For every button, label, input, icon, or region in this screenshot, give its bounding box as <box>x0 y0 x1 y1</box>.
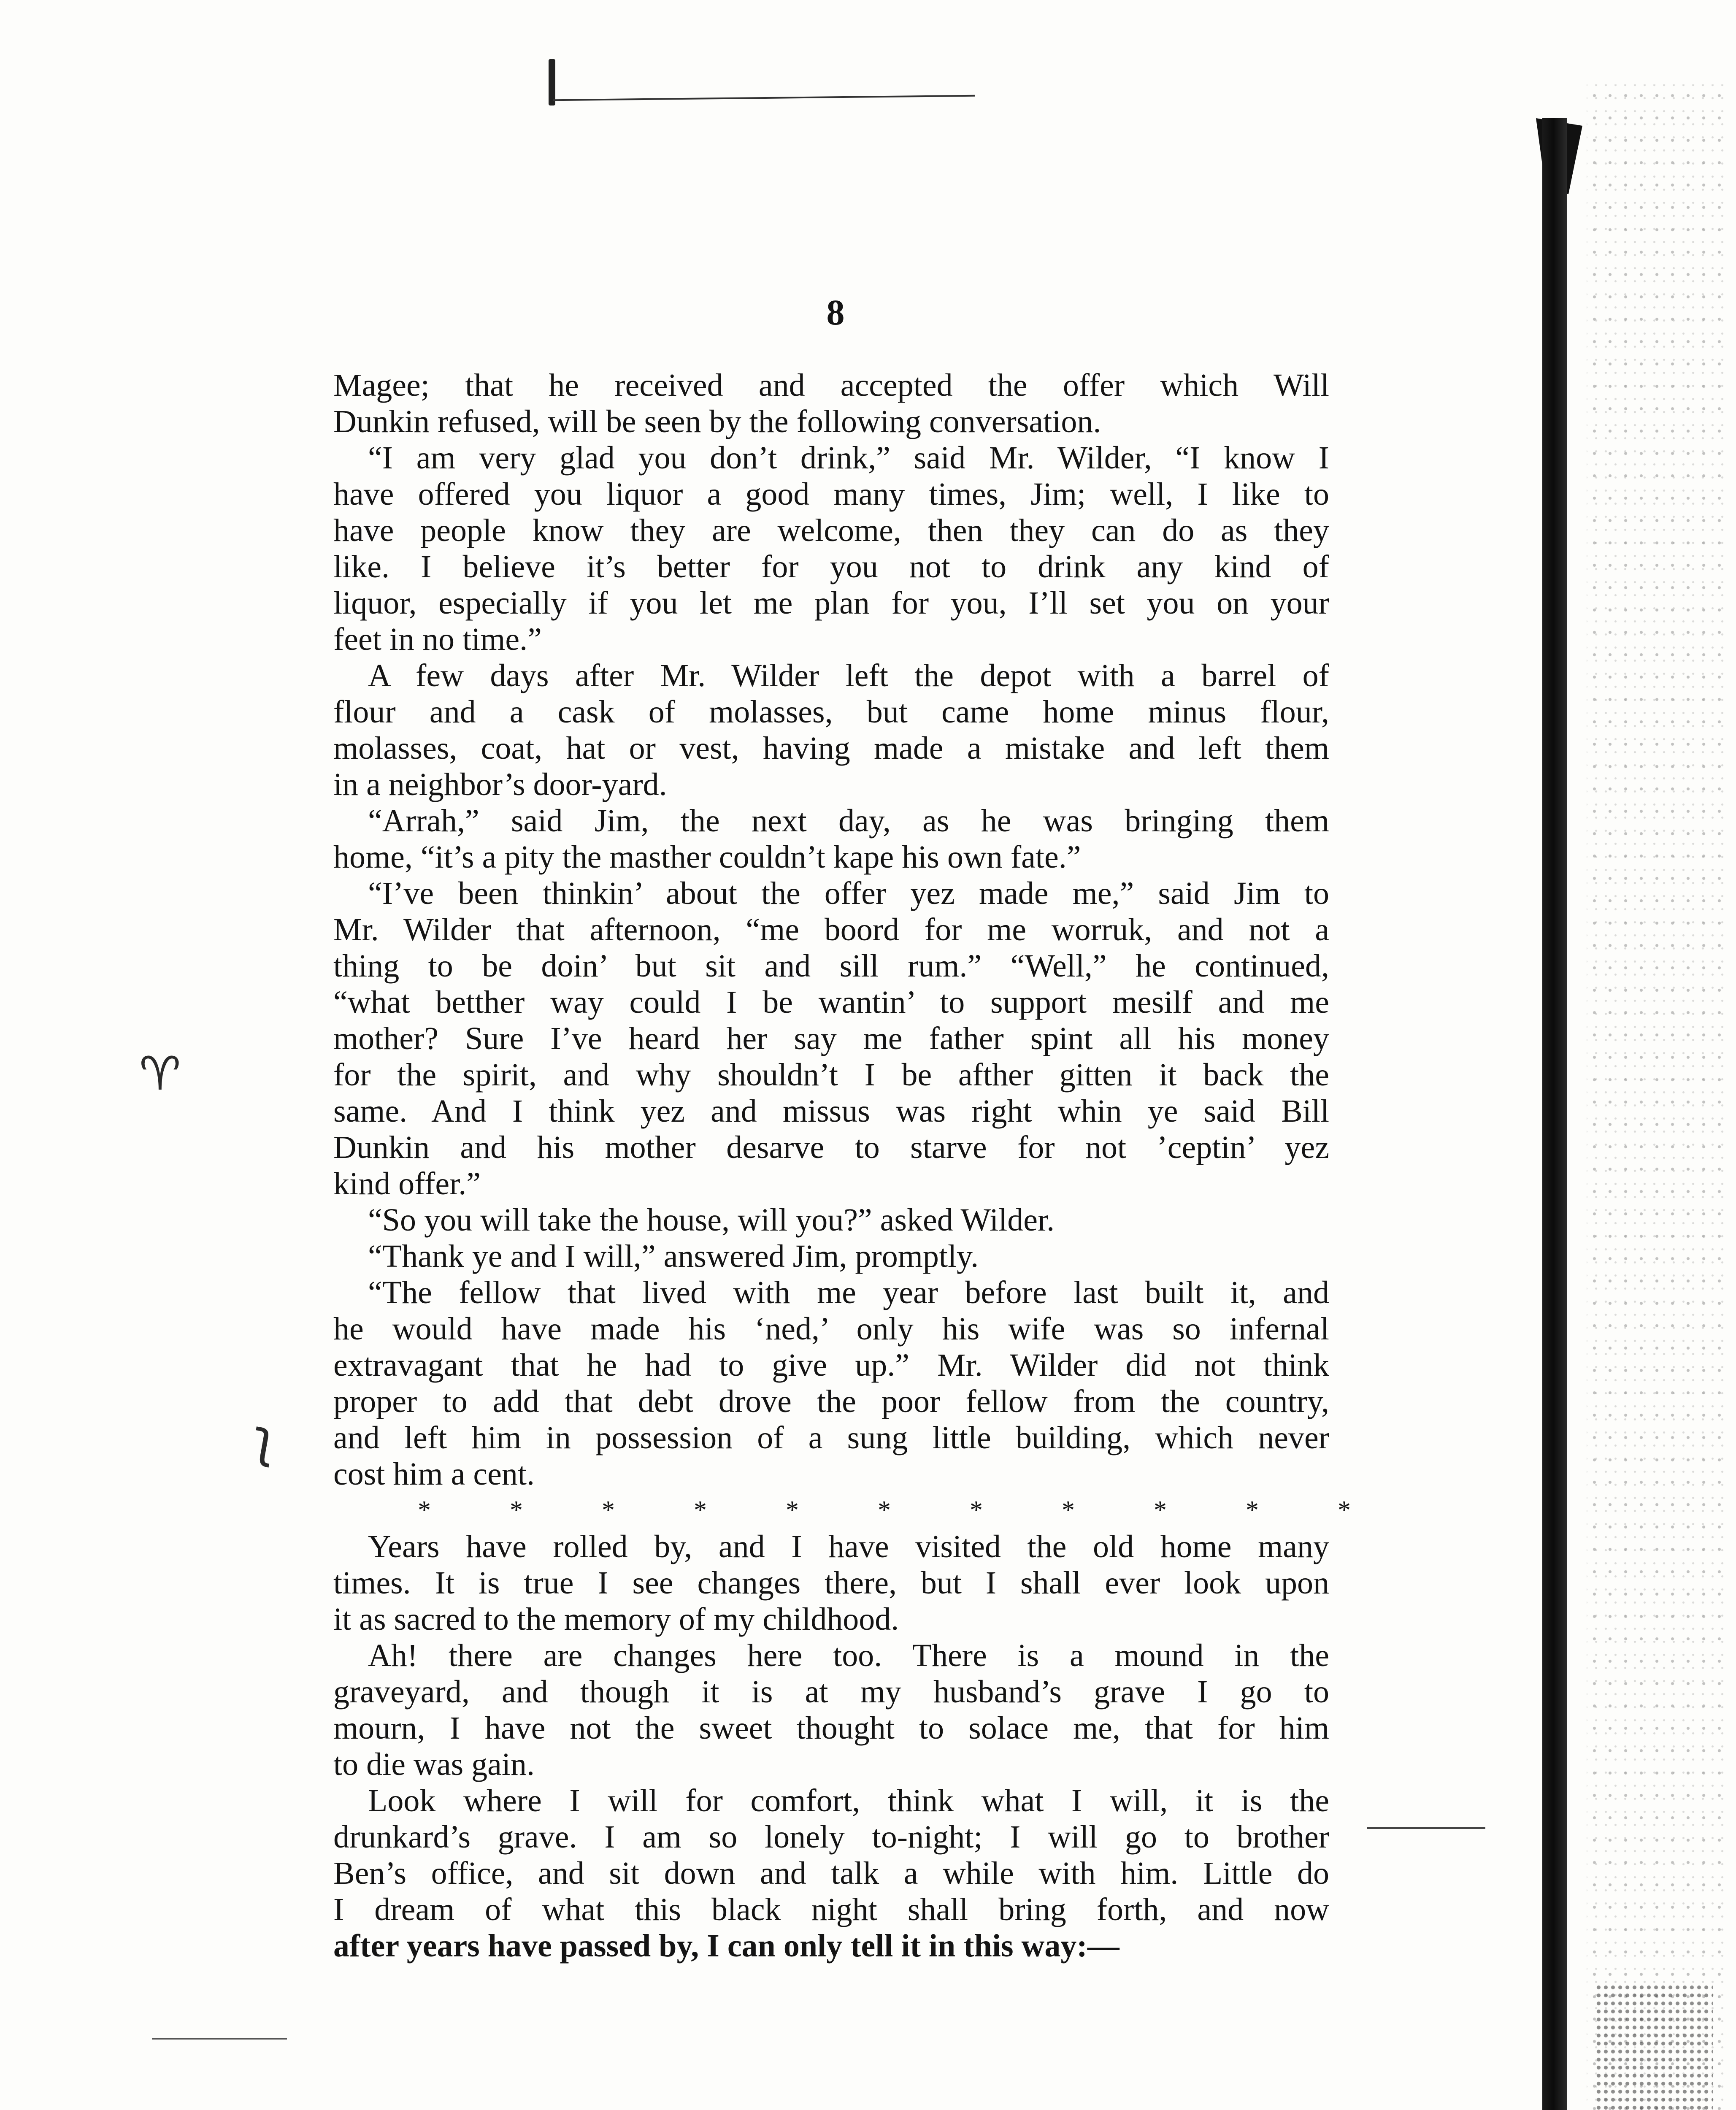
asterisk: * <box>1338 1496 1351 1525</box>
text-line: home, “it’s a pity the masther couldn’t kape his own fate.” <box>333 839 1081 875</box>
page-edge-speckle <box>1587 84 1726 2110</box>
text-line: it as sacred to the memory of my childhood. <box>333 1601 899 1637</box>
text-line: kind offer.” <box>333 1166 481 1201</box>
text-line: cost him a cent. <box>333 1456 535 1492</box>
text-line: flour and a cask of molasses, but came home minus flour, <box>333 694 1329 730</box>
text-line: “Thank ye and I will,” answered Jim, promptly. <box>368 1239 979 1274</box>
pencil-scribble-left-1: ♈ <box>139 1047 181 1101</box>
asterisk: * <box>786 1496 799 1525</box>
scan-fragment-left <box>152 2038 287 2040</box>
text-line: like. I believe it’s better for you not to drink any kind of <box>333 549 1329 584</box>
text-line: mother? Sure I’ve heard her say me father spint all his money <box>333 1021 1329 1056</box>
pencil-scribble-left-2: ʅ <box>248 1408 282 1470</box>
text-line: Dunkin refused, will be seen by the following conversation. <box>333 404 1101 439</box>
text-line: molasses, coat, hat or vest, having made a mistake and left them <box>333 730 1329 766</box>
text-line: for the spirit, and why shouldn’t I be afther gitten it back the <box>333 1057 1329 1093</box>
text-line: “I’ve been thinkin’ about the offer yez made me,” said Jim to <box>368 876 1329 911</box>
text-line: proper to add that debt drove the poor fellow from the country, <box>333 1384 1329 1419</box>
text-line: he would have made his ‘ned,’ only his wife was so infernal <box>333 1311 1329 1347</box>
asterisk: * <box>1246 1496 1259 1525</box>
section-break-asterisks <box>333 1492 1351 1528</box>
text-line: graveyard, and though it is at my husband’s grave I go to <box>333 1674 1329 1710</box>
text-line: have offered you liquor a good many times, Jim; well, I like to <box>333 476 1329 512</box>
text-line: mourn, I have not the sweet thought to solace me, that for him <box>333 1710 1329 1746</box>
scan-fragment-right <box>1367 1827 1485 1829</box>
text-line: “I am very glad you don’t drink,” said Mr. Wilder, “I know I <box>368 440 1329 476</box>
text-line: liquor, especially if you let me plan for you, I’ll set you on your <box>333 585 1329 621</box>
text-line: to die was gain. <box>333 1747 535 1782</box>
text-line: Look where I will for comfort, think what I will, it is the <box>368 1783 1329 1818</box>
text-line: Dunkin and his mother desarve to starve for not ’ceptin’ yez <box>333 1130 1329 1165</box>
asterisk: * <box>510 1496 523 1525</box>
text-line: Years have rolled by, and I have visited the old home many <box>368 1529 1329 1564</box>
pencil-bracket-mark <box>549 59 555 106</box>
text-line: “what betther way could I be wantin’ to support mesilf and me <box>333 985 1329 1020</box>
text-line: “The fellow that lived with me year before last built it, and <box>368 1275 1329 1310</box>
asterisk: * <box>1154 1496 1167 1525</box>
asterisk: * <box>1062 1496 1075 1525</box>
page-number: 8 <box>826 292 845 333</box>
text-line: I dream of what this black night shall bring forth, and now <box>333 1892 1329 1927</box>
text-line: Ben’s office, and sit down and talk a while with him. Little do <box>333 1856 1329 1891</box>
binding-shadow <box>1542 118 1567 2110</box>
asterisk: * <box>970 1496 983 1525</box>
text-line: extravagant that he had to give up.” Mr. Wilder did not think <box>333 1347 1329 1383</box>
asterisk: * <box>878 1496 891 1525</box>
body-text <box>333 367 1351 1964</box>
text-line: same. And I think yez and missus was right whin ye said Bill <box>333 1093 1329 1129</box>
asterisk: * <box>694 1496 707 1525</box>
text-line: Mr. Wilder that afternoon, “me boord for me worruk, and not a <box>333 912 1329 947</box>
asterisk: * <box>602 1496 615 1525</box>
text-line: feet in no time.” <box>333 622 542 657</box>
text-line: have people know they are welcome, then they can do as they <box>333 513 1329 548</box>
text-line: and left him in possession of a sung little building, which never <box>333 1420 1329 1455</box>
text-line: Magee; that he received and accepted the offer which Will <box>333 368 1329 403</box>
text-line: in a neighbor’s door-yard. <box>333 767 667 802</box>
text-line: “Arrah,” said Jim, the next day, as he was bringing them <box>368 803 1329 839</box>
text-line: thing to be doin’ but sit and sill rum.” “Well,” he continued, <box>333 948 1329 984</box>
asterisk: * <box>418 1496 431 1525</box>
text-line: after years have passed by, I can only tell it in this way:— <box>333 1928 1119 1964</box>
text-line: A few days after Mr. Wilder left the depot with a barrel of <box>368 658 1329 693</box>
pencil-line-top <box>553 95 975 101</box>
text-line: Ah! there are changes here too. There is a mound in the <box>368 1638 1329 1673</box>
text-line: drunkard’s grave. I am so lonely to-night; I will go to brother <box>333 1819 1329 1855</box>
text-line: times. It is true I see changes there, but I shall ever look upon <box>333 1565 1329 1601</box>
text-line: “So you will take the house, will you?” asked Wilder. <box>368 1202 1055 1238</box>
page-edge-speckle-dark <box>1595 1983 1713 2110</box>
